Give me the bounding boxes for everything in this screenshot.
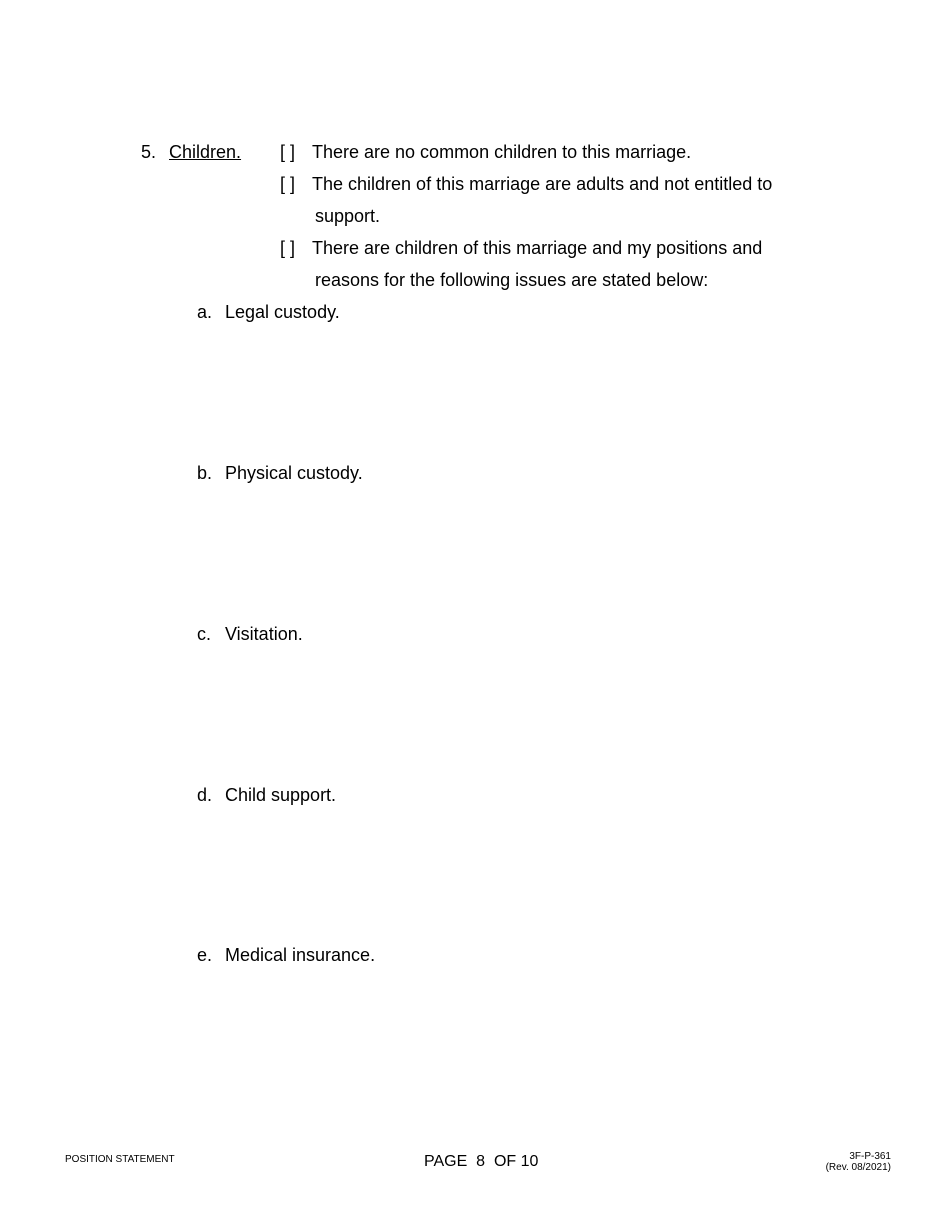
option-text-adult-children: The children of this marriage are adults and not entitled to	[312, 174, 773, 194]
footer-form-number: 3F-P-361	[849, 1151, 891, 1162]
option-checkbox-no-children[interactable]: [ ]	[280, 142, 296, 162]
footer-page-number: 8	[476, 1153, 486, 1170]
issue-label-visitation: Visitation.	[225, 624, 303, 644]
option-checkbox-children-positions[interactable]: [ ]	[280, 238, 296, 258]
issue-letter: c.	[197, 624, 212, 644]
footer-document-title: POSITION STATEMENT	[65, 1154, 175, 1165]
issue-letter: b.	[197, 463, 213, 483]
option-checkbox-adult-children[interactable]: [ ]	[280, 174, 296, 194]
section-title: Children.	[169, 142, 242, 162]
footer-page-total: 10	[520, 1153, 539, 1170]
footer-page-indicator	[424, 1152, 538, 1172]
issue-label-physical-custody: Physical custody.	[225, 463, 363, 483]
footer-form-info	[826, 1151, 891, 1173]
section-number: 5.	[141, 142, 157, 162]
option-text-children-positions: There are children of this marriage and my positions and	[312, 238, 763, 258]
issue-letter: e.	[197, 945, 213, 965]
option-text-no-children: There are no common children to this marriage.	[312, 142, 692, 162]
footer-page-label: PAGE	[424, 1153, 468, 1170]
issue-label-medical-insurance: Medical insurance.	[225, 945, 376, 965]
footer-of-label: OF	[493, 1153, 517, 1170]
option-text-adult-children-cont: support.	[315, 206, 381, 226]
issue-label-legal-custody: Legal custody.	[225, 302, 340, 322]
issue-letter: a.	[197, 302, 213, 322]
option-text-children-positions-cont: reasons for the following issues are stated below:	[315, 270, 709, 290]
issue-label-child-support: Child support.	[225, 785, 337, 805]
issue-letter: d.	[197, 785, 213, 805]
footer-revision: (Rev. 08/2021)	[825, 1162, 891, 1173]
